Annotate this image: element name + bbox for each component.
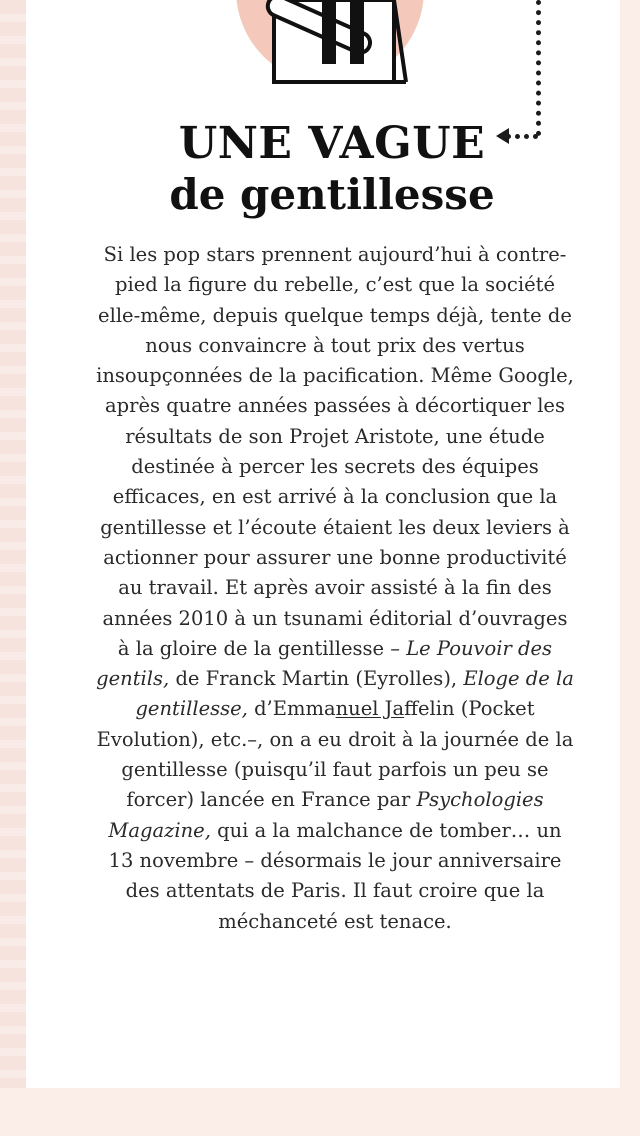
underlined-author-name: nuel Ja — [335, 697, 405, 721]
article-text-part-2: de Franck Martin (Eyrolles), — [175, 667, 458, 691]
magazine-title: Psychologies Magazine, — [108, 788, 544, 842]
page-edge-decoration — [0, 0, 26, 1088]
illustration-hand-icon — [228, 0, 432, 100]
dotted-connector-line — [536, 0, 541, 136]
book-title-eloge-gentillesse: Eloge de la gentillesse, — [135, 667, 574, 721]
headline-line-2: de gentillesse — [169, 170, 495, 219]
article-text-part-3b: ffelin (Pocket Evolution), etc.–, on a eu droit à la journée de la gentillesse (puisqu’il faut parfois un peu se forcer) lancée en France par — [96, 697, 574, 812]
headline-line-1: UNE VAGUE — [178, 118, 486, 169]
article-body — [96, 240, 574, 937]
page-bottom-margin — [0, 1088, 640, 1136]
article-text-part-3a: d’Emma — [254, 697, 336, 721]
book-title-pouvoir-des-gentils: Le Pouvoir des gentils, — [96, 636, 553, 691]
article-text-part-1: Si les pop stars prennent aujourd’hui à contre-pied la figure du rebelle, c’est que la société elle-même, depuis quelque temps déjà, tente de nous convaincre à tout prix des vertus insoupçonnées de la pacification. Même Google, après quatre années passées à décortiquer les résultats de son Projet Aristote, une étude destinée à percer les secrets des équipes efficaces, en est arrivé à la conclusion que la gentillesse et l’écoute étaient les deux leviers à actionner pour assurer une bonne productivité au travail. Et après avoir assisté à la fin des années 2010 à un tsunami éditorial d’ouvrages à la gloire de la gentillesse – — [96, 243, 574, 660]
article-text-part-4: qui a la malchance de tomber… un 13 novembre – désormais le jour anniversaire des attentats de Paris. Il faut croire que la méchanceté est tenace. — [108, 818, 562, 933]
